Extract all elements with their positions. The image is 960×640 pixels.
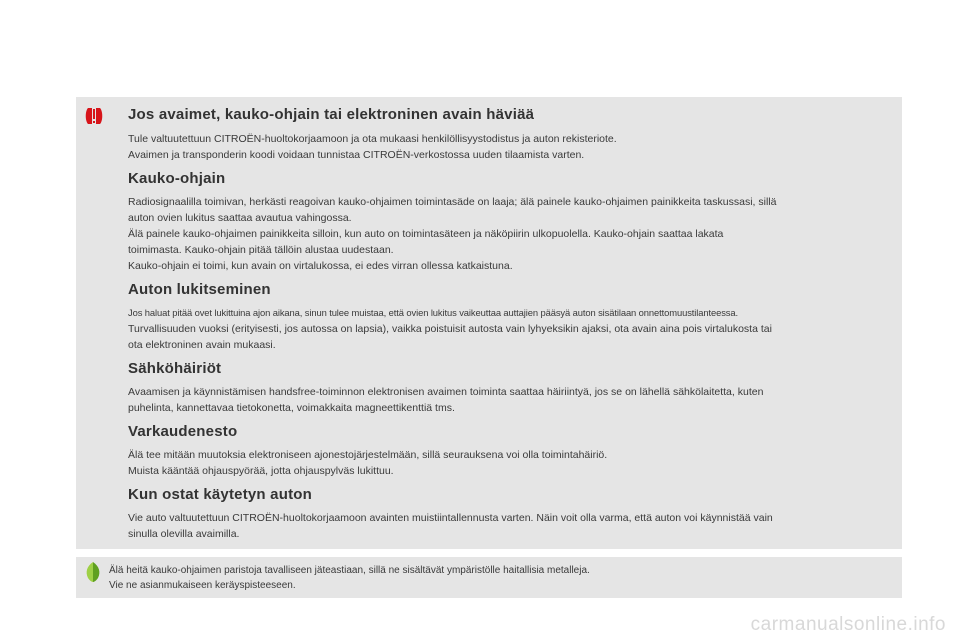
section-used-car [128, 485, 894, 542]
paragraph-line: Radiosignaalilla toimivan, herkästi reagoivan kauko-ohjaimen toimintasäde on laaja; älä painele kauko-ohjaimen painikkeita taskussasi, sillä [128, 196, 777, 208]
section-title: Jos avaimet, kauko-ohjain tai elektroninen avain häviää [128, 106, 535, 123]
section-title: Kauko-ohjain [128, 170, 226, 187]
paragraph-line: sinulla olevilla avaimilla. [128, 528, 240, 540]
paragraph-line: Avaamisen ja käynnistämisen handsfree-toiminnon elektronisen avaimen toiminta saattaa häiriintyä, jos se on lähellä sähkölaitetta, kuten [128, 386, 764, 398]
note-line: Älä heitä kauko-ohjaimen paristoja tavalliseen jäteastiaan, sillä ne sisältävät ympäristölle haitallisia metalleja. [109, 565, 590, 576]
paragraph-line: Jos haluat pitää ovet lukittuina ajon aikana, sinun tulee muistaa, että ovien lukitus vaikeuttaa auttajien pääsyä auton sisätilaan onnettomuustilanteessa. [128, 307, 739, 318]
section-title: Kun ostat käytetyn auton [128, 486, 312, 503]
section-title: Auton lukitseminen [128, 281, 271, 298]
section-title: Varkaudenesto [128, 423, 238, 440]
paragraph-line: toimimasta. Kauko-ohjain pitää tällöin alustaa uudestaan. [128, 244, 394, 256]
note-line: Vie ne asianmukaiseen keräyspisteeseen. [109, 580, 296, 591]
warning-content [128, 105, 894, 542]
warning-icon [84, 106, 104, 126]
paragraph-line: Avaimen ja transponderin koodi voidaan tunnistaa CITROËN-verkostossa uuden tilaamista varten. [128, 149, 585, 161]
paragraph-line: auton ovien lukitus saattaa avautua vahingossa. [128, 212, 352, 224]
section-lost-keys [128, 105, 894, 163]
paragraph-line: Älä tee mitään muutoksia elektroniseen ajonestojärjestelmään, sillä seurauksena voi olla toimintahäiriö. [128, 449, 608, 461]
paragraph-line: Muista kääntää ohjauspyörää, jotta ohjauspylväs lukittuu. [128, 465, 394, 477]
paragraph-line: Turvallisuuden vuoksi (erityisesti, jos autossa on lapsia), vaikka poistuisit autosta vain lyhyeksikin ajaksi, ota avain aina pois virtalukosta tai [128, 323, 772, 335]
section-title: Sähköhäiriöt [128, 360, 222, 377]
paragraph-line: Tule valtuutettuun CITROËN-huoltokorjaamoon ja ota mukaasi henkilöllisyystodistus ja auton rekisteriote. [128, 133, 617, 145]
section-electrical-interference [128, 359, 894, 416]
section-anti-theft [128, 422, 894, 479]
paragraph-line: puhelinta, kannettavaa tietokonetta, voimakkaita magneettikenttiä tms. [128, 402, 455, 414]
leaf-icon [84, 561, 102, 583]
paragraph-line: Vie auto valtuutettuun CITROËN-huoltokorjaamoon avainten muistiintallennusta varten. Näin voit olla varma, että auton voi käynnistää vain [128, 512, 773, 524]
paragraph-line: Kauko-ohjain ei toimi, kun avain on virtalukossa, ei edes virran ollessa katkaistuna. [128, 260, 513, 272]
section-car-locking [128, 280, 894, 353]
environment-note [109, 563, 889, 593]
paragraph-line: ota elektroninen avain mukaasi. [128, 339, 276, 351]
watermark: carmanualsonline.info [750, 614, 946, 635]
section-remote-control [128, 169, 894, 274]
paragraph-line: Älä painele kauko-ohjaimen painikkeita silloin, kun auto on toimintasäteen ja näköpiirin ulkopuolella. Kauko-ohjain saattaa lakata [128, 228, 724, 240]
